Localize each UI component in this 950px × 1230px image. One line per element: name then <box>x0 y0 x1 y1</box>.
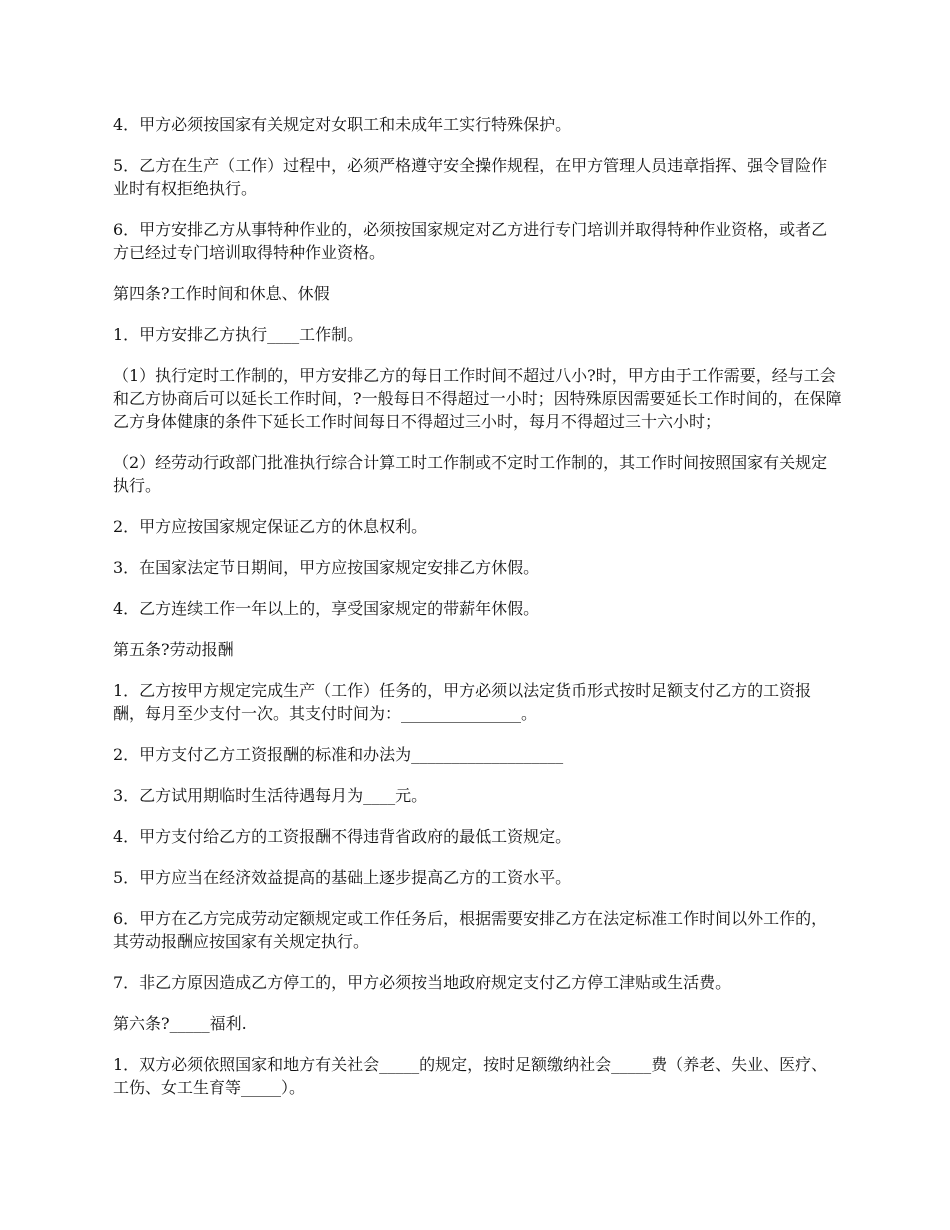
clause-4-item-3: 3．在国家法定节日期间，甲方应按国家规定安排乙方休假。 <box>113 558 540 577</box>
clause-5-item-5: 5．甲方应当在经济效益提高的基础上逐步提高乙方的工资水平。 <box>113 868 572 887</box>
clause-6-heading: 第六条?_____福利. <box>113 1014 247 1033</box>
clause-5-item-6: 6．甲方在乙方完成劳动定额规定或工作任务后，根据需要安排乙方在法定标准工作时间以外工作的，其劳动报酬应按国家有关规定执行。 <box>113 909 828 951</box>
clause-5-item-3: 3．乙方试用期临时生活待遇每月为____元。 <box>113 786 428 805</box>
clause-6-item-1: 1．双方必须依照国家和地方有关社会_____的规定，按时足额缴纳社会_____费（养老、失业、医疗、工伤、女工生育等_____）。 <box>113 1055 828 1097</box>
clause-5-item-2: 2．甲方支付乙方工资报酬的标准和办法为___________________ <box>113 745 564 764</box>
clause-5-item-4: 4．甲方支付给乙方的工资报酬不得违背省政府的最低工资规定。 <box>113 827 572 846</box>
clause-3-item-5: 5．乙方在生产（工作）过程中，必须严格遵守安全操作规程，在甲方管理人员违章指挥、强令冒险作业时有权拒绝执行。 <box>113 156 828 198</box>
clause-5-item-7: 7．非乙方原因造成乙方停工的，甲方必须按当地政府规定支付乙方停工津贴或生活费。 <box>113 973 732 992</box>
clause-3-item-6: 6．甲方安排乙方从事特种作业的，必须按国家规定对乙方进行专门培训并取得特种作业资格，或者乙方已经过专门培训取得特种作业资格。 <box>113 220 828 262</box>
clause-4-item-2: 2．甲方应按国家规定保证乙方的休息权利。 <box>113 517 428 536</box>
document-body <box>113 113 843 1117</box>
clause-4-item-4: 4．乙方连续工作一年以上的，享受国家规定的带薪年休假。 <box>113 599 540 618</box>
clause-5-item-1: 1．乙方按甲方规定完成生产（工作）任务的，甲方必须以法定货币形式按时足额支付乙方的工资报酬，每月至少支付一次。其支付时间为：_______________。 <box>113 681 812 723</box>
clause-4-heading: 第四条?工作时间和休息、休假 <box>113 284 330 303</box>
clause-4-item-1-sub-2: （2）经劳动行政部门批准执行综合计算工时工作制或不定时工作制的，其工作时间按照国家有关规定执行。 <box>113 453 828 495</box>
clause-5-heading: 第五条?劳动报酬 <box>113 640 234 659</box>
clause-3-item-4: 4．甲方必须按国家有关规定对女职工和未成年工实行特殊保护。 <box>113 115 572 134</box>
clause-4-item-1-sub-1: （1）执行定时工作制的，甲方安排乙方的每日工作时间不超过八小?时，甲方由于工作需要，经与工会和乙方协商后可以延长工作时间，?一般每日不得超过一小时；因特殊原因需要延长工作时间的，在保障乙方身体健康的条件下延长工作时间每日不得超过三小时，每月不得超过三十六小时； <box>113 366 842 431</box>
clause-4-item-1: 1．甲方安排乙方执行____工作制。 <box>113 325 364 344</box>
